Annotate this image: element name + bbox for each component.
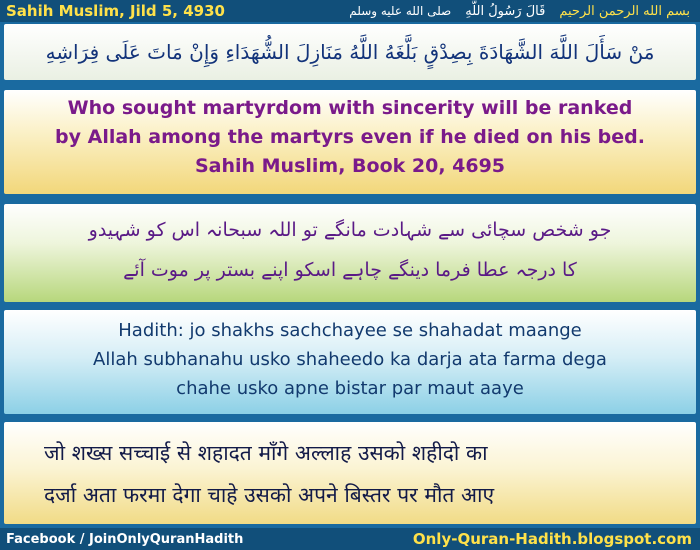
english-line-1: Who sought martyrdom with sincerity will be ranked (67, 97, 633, 119)
hindi-line-1: जो शख्स सच्चाई से शहादत माँगे अल्लाह उसको शहीदो का (44, 441, 488, 465)
arabic-panel (4, 24, 696, 80)
urdu-panel (4, 204, 696, 302)
footer-bar (0, 528, 700, 550)
hindi-panel (4, 422, 696, 524)
hindi-line-2: दर्जा अता फरमा देगा चाहे उसको अपने बिस्तर पर मौत आए (44, 483, 495, 507)
english-reference: Sahih Muslim, Book 20, 4695 (194, 155, 506, 177)
roman-line-2: Allah subhanahu usko shaheedo ka darja ata farma dega (93, 349, 607, 370)
english-panel (4, 90, 696, 194)
arabic-hadith-text: مَنْ سَأَلَ اللَّهَ الشَّهَادَةَ بِصِدْقٍ بَلَّغَهُ اللَّهُ مَنَازِلَ الشُّهَدَاءِ وَإِنْ مَاتَ عَلَى فِرَاشِهِ (45, 40, 655, 64)
header-bar (0, 0, 700, 22)
roman-line-3: chahe usko apne bistar par maut aaye (176, 378, 524, 399)
roman-urdu-panel (4, 310, 696, 414)
qala-rasulullah-text: قَالَ رَسُولُ اللَّهِ (465, 3, 546, 19)
roman-line-1: Hadith: jo shakhs sachchayee se shahadat maange (118, 320, 582, 341)
website-link[interactable]: Only-Quran-Hadith.blogspot.com (412, 530, 692, 548)
english-line-2: by Allah among the martyrs even if he died on his bed. (55, 126, 645, 148)
bismillah-text: بسم الله الرحمن الرحيم (559, 3, 690, 19)
salawat-text: صلى الله عليه وسلم (349, 4, 452, 18)
facebook-link[interactable]: Facebook / JoinOnlyQuranHadith (6, 531, 244, 547)
urdu-line-1: جو شخص سچائی سے شہادت مانگے تو اللہ سبحانہ اس کو شہیدو (88, 219, 612, 241)
urdu-line-2: کا درجہ عطا فرما دینگے چاہے اسکو اپنے بستر پر موت آئے (123, 259, 577, 281)
source-reference: Sahih Muslim, Jild 5, 4930 (6, 2, 225, 20)
header-arabic-group (349, 4, 700, 19)
